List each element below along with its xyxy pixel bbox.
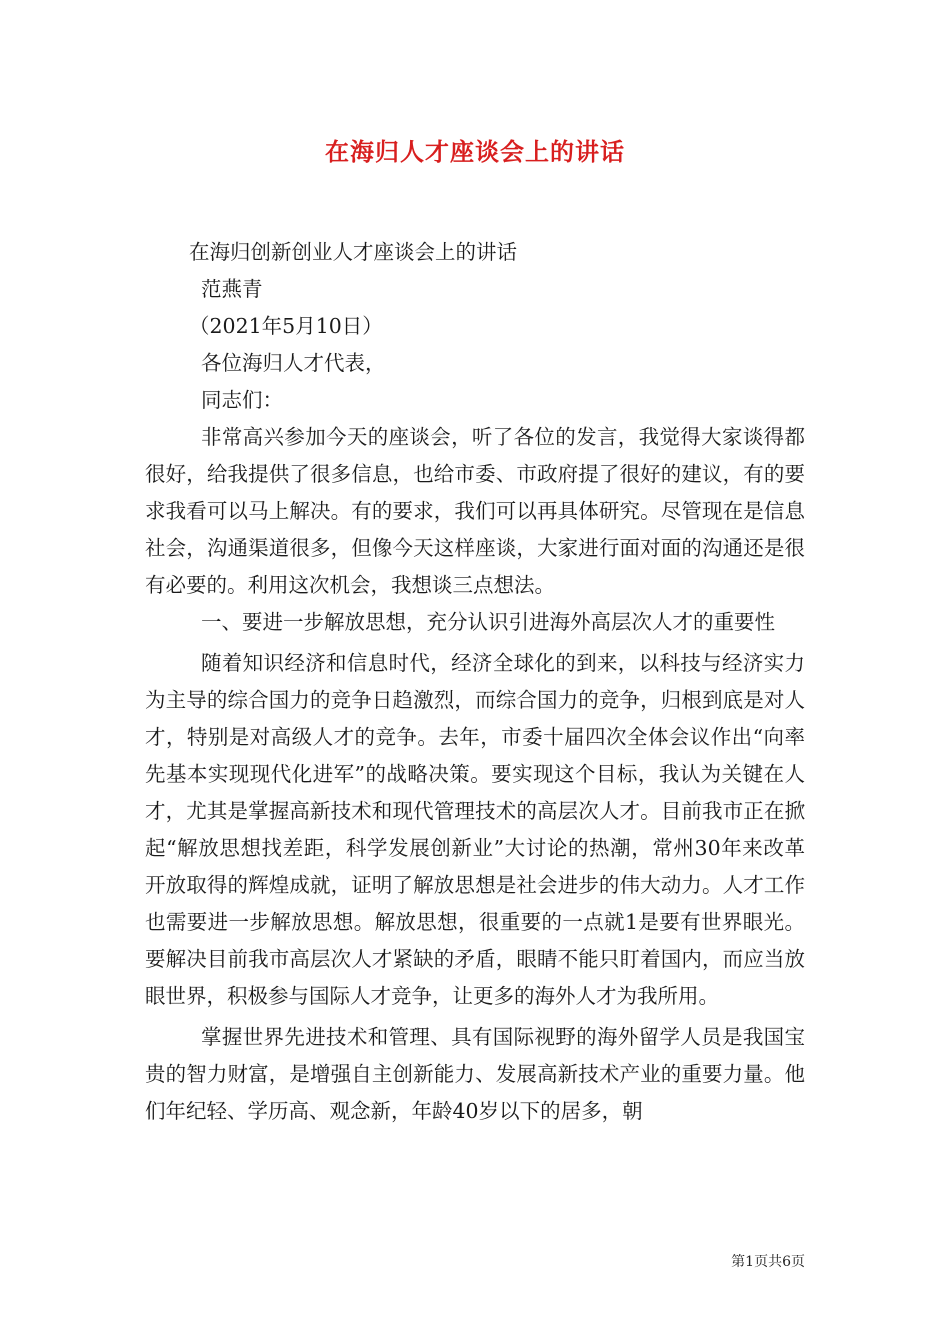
greeting-line-2: 同志们： bbox=[201, 388, 283, 412]
paragraph: 掌握世界先进技术和管理、具有国际视野的海外留学人员是我国宝贵的智力财富，是增强自主创新能力、发展高新技术产业的重要力量。他们年纪轻、学历高、观念新，年龄40岁以下的居多，朝 bbox=[145, 1025, 805, 1123]
document-body bbox=[145, 234, 805, 1130]
paragraph: 非常高兴参加今天的座谈会，听了各位的发言，我觉得大家谈得都很好，给我提供了很多信息，也给市委、市政府提了很好的建议，有的要求我看可以马上解决。有的要求，我们可以再具体研究。尽管现在是信息社会，沟通渠道很多，但像今天这样座谈，大家进行面对面的沟通还是很有必要的。利用这次机会，我想谈三点想法。 bbox=[145, 425, 805, 597]
speech-subtitle: 在海归创新创业人才座谈会上的讲话 bbox=[189, 240, 517, 264]
document-title: 在海归人才座谈会上的讲话 bbox=[325, 138, 625, 166]
paragraph: 随着知识经济和信息时代，经济全球化的到来，以科技与经济实力为主导的综合国力的竞争日趋激烈，而综合国力的竞争，归根到底是对人才，特别是对高级人才的竞争。去年，市委十届四次全体会议作出“向率先基本实现现代化进军”的战略决策。要实现这个目标，我认为关键在人才，尤其是掌握高新技术和现代管理技术的高层次人才。目前我市正在掀起“解放思想找差距，科学发展创新业”大讨论的热潮，常州30年来改革开放取得的辉煌成就，证明了解放思想是社会进步的伟大动力。人才工作也需要进一步解放思想。解放思想，很重要的一点就1是要有世界眼光。要解决目前我市高层次人才紧缺的矛盾，眼睛不能只盯着国内，而应当放眼世界，积极参与国际人才竞争，让更多的海外人才为我所用。 bbox=[145, 651, 805, 1008]
speaker-name: 范燕青 bbox=[201, 277, 263, 301]
section-heading: 一、要进一步解放思想，充分认识引进海外高层次人才的重要性 bbox=[201, 610, 775, 634]
page-number: 第1页共6页 bbox=[731, 1254, 805, 1270]
greeting-line-1: 各位海归人才代表， bbox=[201, 351, 386, 375]
speech-date: （2021年5月10日） bbox=[189, 314, 383, 338]
